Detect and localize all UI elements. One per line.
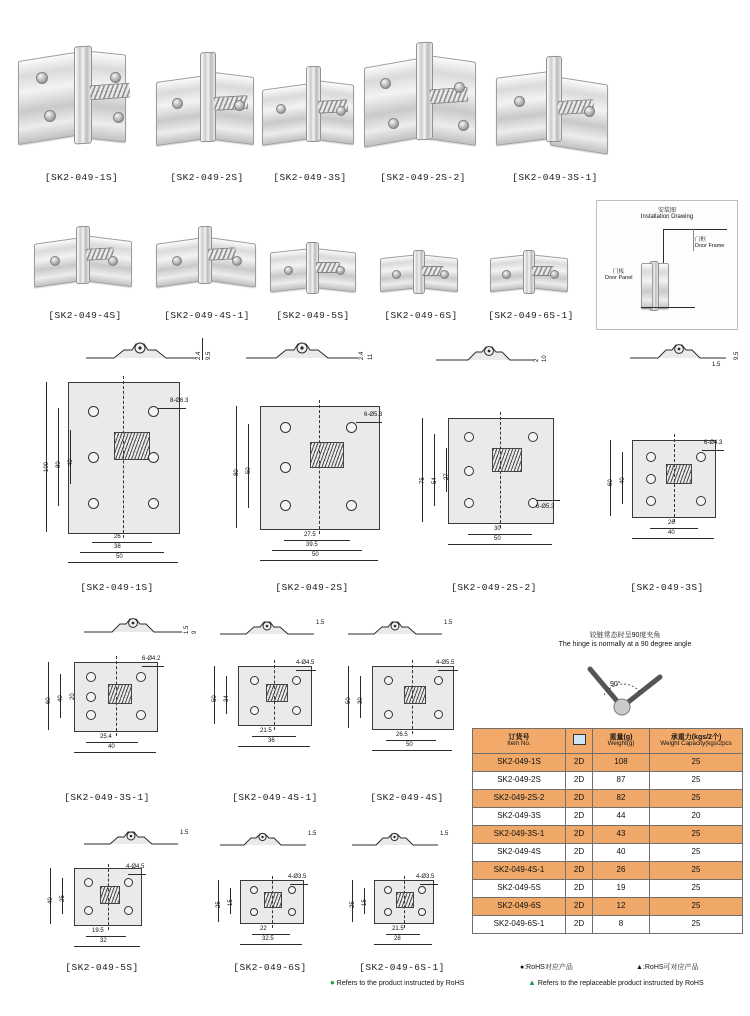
drawing-caption: [SK2-049-2S] [275, 582, 349, 593]
rohs-triangle-icon: ▲ [528, 978, 536, 987]
section-profile-4s [346, 616, 456, 642]
dim: 40 [668, 530, 675, 536]
cell-item: SK2-049-2S [473, 772, 566, 790]
photo-caption: [SK2-049-4S] [48, 310, 122, 321]
cell-weight: 26 [593, 862, 650, 880]
hinge-photo-3 [258, 54, 362, 154]
cell-item: SK2-049-4S-1 [473, 862, 566, 880]
drawing-caption: [SK2-049-2S-2] [451, 582, 537, 593]
dim: 10 [542, 355, 548, 362]
table-body [473, 754, 743, 934]
drawing-sk2-049-2s [214, 380, 410, 570]
photo-caption: [SK2-049-1S] [44, 172, 119, 183]
cell-mark: 2D [566, 880, 593, 898]
drawing-caption: [SK2-049-4S-1] [232, 792, 318, 803]
dim: 40 [58, 695, 64, 702]
dim: 39.5 [306, 542, 318, 548]
cell-capacity: 25 [650, 754, 743, 772]
drawing-caption: [SK2-049-5S] [65, 962, 139, 973]
dim: 26.5 [396, 732, 408, 738]
dim: 36 [268, 738, 275, 744]
cell-item: SK2-049-4S [473, 844, 566, 862]
th-item [473, 729, 566, 754]
cell-mark: 2D [566, 754, 593, 772]
spec-table [472, 728, 743, 934]
dim: 1.5 [316, 620, 325, 626]
section-profile-2s [244, 336, 374, 366]
hinge-photo-1 [14, 36, 149, 156]
cell-item: SK2-049-5S [473, 880, 566, 898]
hinge-photo-8 [266, 238, 360, 300]
section-profile-5s [82, 826, 192, 852]
dim: 30 [358, 697, 364, 704]
drawing-sk2-049-6s-1 [330, 868, 480, 968]
th-mark [566, 729, 593, 754]
drawing-caption: [SK2-049-1S] [80, 582, 154, 593]
table-row [473, 898, 743, 916]
hole-note: 8-Ø6.3 [170, 398, 189, 404]
photo-caption: [SK2-049-6S-1] [488, 310, 574, 321]
section-profile-4s1 [218, 616, 328, 642]
cell-weight: 44 [593, 808, 650, 826]
dim: 34 [224, 695, 230, 702]
section-profile-1s [84, 336, 214, 366]
cell-capacity: 25 [650, 826, 743, 844]
legend-text: Refers to the product instructed by RoHS [336, 980, 465, 987]
drawing-sk2-049-6s [196, 868, 346, 968]
dim: 80 [234, 469, 240, 476]
th-weight-en: Weight(g) [607, 740, 635, 748]
cell-mark: 2D [566, 916, 593, 934]
legend-line1-right [636, 962, 699, 972]
cell-weight: 8 [593, 916, 650, 934]
cell-capacity: 25 [650, 790, 743, 808]
dim: 27.5 [304, 532, 316, 538]
hinge-photo-10 [486, 244, 572, 300]
table-row [473, 916, 743, 934]
cell-capacity: 25 [650, 844, 743, 862]
hole-note: 4-Ø4.5 [126, 864, 145, 870]
installation-title-cn: 安装图 [657, 208, 676, 214]
photo-caption: [SK2-049-3S-1] [512, 172, 598, 183]
dim: 25 [350, 901, 356, 908]
drawing-caption: [SK2-049-6S] [233, 962, 307, 973]
section-profile-6s [218, 828, 318, 852]
cell-capacity: 25 [650, 862, 743, 880]
table-row [473, 790, 743, 808]
cell-mark: 2D [566, 790, 593, 808]
cell-weight: 82 [593, 790, 650, 808]
dim: 27 [444, 473, 450, 480]
th-item-en: Item No. [507, 740, 531, 748]
dim: 9.5 [206, 351, 212, 360]
door-panel-label-en: Door Panel [605, 275, 633, 281]
hinge-photo-4 [360, 34, 486, 160]
drawing-sk2-049-4s [330, 652, 490, 778]
dim: 38 [114, 544, 121, 550]
drawing-sk2-049-3s [592, 420, 742, 570]
dim: 21.5 [260, 728, 272, 734]
dim: 11 [368, 353, 374, 360]
dim: 50 [346, 697, 352, 704]
legend-text: ▲:RoHS可对应产品 [636, 964, 699, 971]
cell-mark: 2D [566, 808, 593, 826]
cell-item: SK2-049-6S [473, 898, 566, 916]
table-header-row [473, 729, 743, 754]
dim: 50 [246, 467, 252, 474]
dim: 2.4 [196, 351, 202, 360]
cell-capacity: 25 [650, 916, 743, 934]
drawing-caption: [SK2-049-4S] [370, 792, 444, 803]
drawing-sk2-049-1s [30, 372, 220, 572]
cell-capacity: 25 [650, 880, 743, 898]
th-item-cn: 订货号 [508, 734, 530, 742]
dim: 26 [668, 520, 675, 526]
angle-note-cn: 铰链常态时呈90度夹角 [589, 632, 661, 639]
cell-item: SK2-049-3S-1 [473, 826, 566, 844]
hinge-photo-2 [148, 44, 266, 156]
cell-item: SK2-049-3S [473, 808, 566, 826]
section-profile-3s [628, 338, 738, 366]
drawing-caption: [SK2-049-3S] [630, 582, 704, 593]
dim: 80 [56, 461, 62, 468]
legend-line2-left [330, 978, 464, 987]
dim: 40 [108, 744, 115, 750]
legend-text: Refers to the replaceable product instructed by RoHS [537, 980, 704, 987]
dim: 9 [192, 630, 198, 634]
drawing-sk2-049-5s [30, 858, 190, 968]
cell-mark: 2D [566, 898, 593, 916]
dim: 21.5 [392, 926, 404, 932]
section-profile-2s2 [434, 340, 548, 368]
section-profile-3s1 [82, 612, 202, 640]
table-row [473, 844, 743, 862]
dim: 25 [216, 901, 222, 908]
cell-capacity: 25 [650, 898, 743, 916]
th-weight [593, 729, 650, 754]
drawing-sk2-049-3s-1 [30, 648, 200, 778]
hole-note: 4-Ø3.5 [288, 874, 307, 880]
cell-item: SK2-049-1S [473, 754, 566, 772]
hinge-photo-6 [30, 218, 140, 294]
door-frame-label-en: Door Frame [695, 243, 725, 249]
cell-weight: 40 [593, 844, 650, 862]
angle-diagram [560, 655, 690, 725]
legend-text: ●:RoHS对应产品 [520, 964, 573, 971]
dim: 25.4 [100, 734, 112, 740]
cell-weight: 43 [593, 826, 650, 844]
dim: 25 [60, 895, 66, 902]
hinge-photo-7 [152, 218, 262, 294]
drawing-sk2-049-2s-2 [404, 404, 584, 574]
dim: 28 [394, 936, 401, 942]
photo-caption: [SK2-049-2S-2] [380, 172, 466, 183]
hole-note: 6-Ø4.2 [142, 656, 161, 662]
dim: 1.5 [440, 831, 449, 837]
hinge-photo-5 [492, 52, 618, 160]
hole-note: 4-Ø4.5 [296, 660, 315, 666]
cell-mark: 2D [566, 862, 593, 880]
dim: 26 [114, 534, 121, 540]
cell-capacity: 20 [650, 808, 743, 826]
dim: 50 [212, 695, 218, 702]
th-capacity [650, 729, 743, 754]
angle-value: 90° [610, 681, 621, 688]
cell-item: SK2-049-2S-2 [473, 790, 566, 808]
hole-note: 4-Ø3.5 [416, 874, 435, 880]
dim: 20 [70, 693, 76, 700]
cell-mark: 2D [566, 826, 593, 844]
dim: 100 [44, 461, 50, 472]
cell-item: SK2-049-6S-1 [473, 916, 566, 934]
dim: 50 [312, 552, 319, 558]
hole-note: 6-Ø5.3 [364, 412, 383, 418]
cell-capacity: 25 [650, 772, 743, 790]
dim: 9.5 [734, 351, 740, 360]
hole-note: 6-Ø4.3 [704, 440, 723, 446]
dim: 50 [406, 742, 413, 748]
door-panel-label-cn: 门板 [613, 269, 625, 275]
legend-line1-left [520, 962, 573, 972]
section-profile-6s1 [350, 828, 450, 852]
cell-mark: 2D [566, 844, 593, 862]
legend-line2-right [528, 978, 704, 987]
photo-caption: [SK2-049-5S] [276, 310, 350, 321]
th-weight-cn: 重量(g) [609, 734, 633, 742]
table-row [473, 826, 743, 844]
photo-caption: [SK2-049-6S] [384, 310, 458, 321]
cell-weight: 19 [593, 880, 650, 898]
dim: 2.4 [359, 351, 365, 360]
dim: 1.5 [444, 620, 453, 626]
dim: 32.5 [262, 936, 274, 942]
installation-drawing [596, 200, 738, 330]
table-row [473, 772, 743, 790]
installation-title-en: Installation Drawing [640, 214, 694, 220]
table-row [473, 754, 743, 772]
hole-note: 4-Ø5.5 [436, 660, 455, 666]
dim: 22 [260, 926, 267, 932]
dim: 1.5 [308, 831, 317, 837]
dim: 19.5 [92, 928, 104, 934]
hole-note: 6-Ø5.3 [536, 504, 555, 510]
table-row [473, 862, 743, 880]
dim: 2 [534, 358, 540, 362]
cell-weight: 108 [593, 754, 650, 772]
dim: 60 [608, 479, 614, 486]
dim: 50 [116, 554, 123, 560]
photo-caption: [SK2-049-2S] [170, 172, 244, 183]
dim: 54 [432, 477, 438, 484]
rohs-dot-icon: ● [330, 978, 335, 987]
dim: 32 [100, 938, 107, 944]
hinge-photo-9 [376, 244, 462, 300]
photo-caption: [SK2-049-4S-1] [164, 310, 250, 321]
dim: 15 [228, 899, 234, 906]
dim: 1.5 [180, 830, 189, 836]
dim: 75 [420, 477, 426, 484]
dim: 30 [494, 526, 501, 532]
photo-caption: [SK2-049-3S] [273, 172, 347, 183]
cell-weight: 12 [593, 898, 650, 916]
dim: 40 [48, 897, 54, 904]
drawing-caption: [SK2-049-6S-1] [359, 962, 445, 973]
dim: 15 [362, 899, 368, 906]
dim: 60 [46, 697, 52, 704]
table-row [473, 808, 743, 826]
th-capacity-cn: 承重力(kgs/2个) [670, 734, 722, 742]
dim: 1.5 [184, 625, 190, 634]
dim: 1.5 [712, 362, 721, 368]
th-capacity-en: Weight Capacity(kgs/2pcs [660, 740, 732, 748]
dim: 50 [494, 536, 501, 542]
door-frame-label-cn: 门框 [695, 237, 707, 243]
cell-mark: 2D [566, 772, 593, 790]
dim: 40 [68, 459, 74, 466]
drawing-caption: [SK2-049-3S-1] [64, 792, 150, 803]
cell-weight: 87 [593, 772, 650, 790]
dim: 40 [620, 477, 626, 484]
package-icon [573, 734, 586, 745]
angle-note-en: The hinge is normally at a 90 degree angle [558, 641, 692, 648]
table-row [473, 880, 743, 898]
